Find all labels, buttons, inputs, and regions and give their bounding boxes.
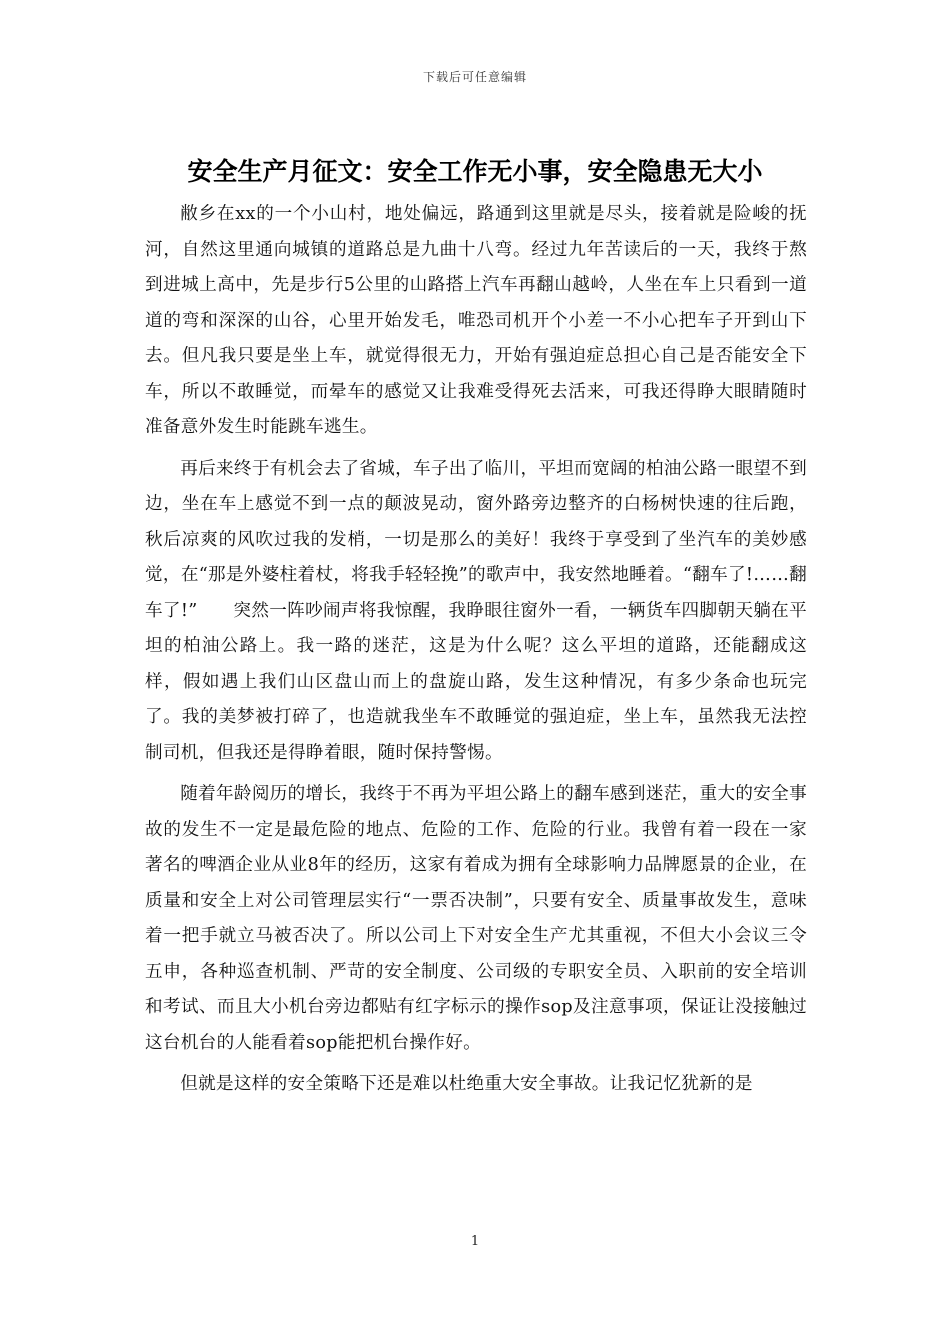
document-title: 安全生产月征文：安全工作无小事，安全隐患无大小	[187, 157, 763, 186]
paragraph: 再后来终于有机会去了省城，车子出了临川，平坦而宽阔的柏油公路一眼望不到边，坐在车上感觉不到一点的颠波晃动，窗外路旁边整齐的白杨树快速的往后跑，秋后凉爽的风吹过我的发梢，一切是那么的美好！我终于享受到了坐汽车的美妙感觉，在“那是外婆柱着杖，将我手轻轻挽”的歌声中，我安然地睡着。“翻车了!……翻车了!” 突然一阵吵闹声将我惊醒，我睁眼往窗外一看，一辆货车四脚朝天躺在平坦的柏油公路上。我一路的迷茫，这是为什么呢？这么平坦的道路，还能翻成这样，假如遇上我们山区盘山而上的盘旋山路，发生这种情况，有多少条命也玩完了。我的美梦被打碎了，也造就我坐车不敢睡觉的强迫症，坐上车，虽然我无法控制司机，但我还是得睁着眼，随时保持警惕。	[145, 458, 807, 763]
document-body	[145, 197, 807, 1109]
header-note: 下载后可任意编辑	[422, 70, 527, 84]
paragraph: 敝乡在xx的一个小山村，地处偏远，路通到这里就是尽头，接着就是险峻的抚河，自然这里通向城镇的道路总是九曲十八弯。经过九年苦读后的一天，我终于熬到进城上高中，先是步行5公里的山路搭上汽车再翻山越岭，人坐在车上只看到一道道的弯和深深的山谷，心里开始发毛，唯恐司机开个小差一不小心把车子开到山下去。但凡我只要是坐上车，就觉得很无力，开始有强迫症总担心自己是否能安全下车，所以不敢睡觉，而晕车的感觉又让我难受得死去活来，可我还得睁大眼睛随时准备意外发生时能跳车逃生。	[145, 204, 807, 437]
paragraph: 但就是这样的安全策略下还是难以杜绝重大安全事故。让我记忆犹新的是	[180, 1074, 753, 1094]
paragraph: 随着年龄阅历的增长，我终于不再为平坦公路上的翻车感到迷茫，重大的安全事故的发生不一定是最危险的地点、危险的工作、危险的行业。我曾有着一段在一家著名的啤酒企业从业8年的经历，这家有着成为拥有全球影响力品牌愿景的企业，在质量和安全上对公司管理层实行“一票否决制”，只要有安全、质量事故发生，意味着一把手就立马被否决了。所以公司上下对安全生产尤其重视，不但大小会议三令五申，各种巡查机制、严苛的安全制度、公司级的专职安全员、入职前的安全培训和考试、而且大小机台旁边都贴有红字标示的操作sop及注意事项，保证让没接触过这台机台的人能看着sop能把机台操作好。	[145, 784, 807, 1053]
page-number: 1	[470, 1234, 480, 1249]
